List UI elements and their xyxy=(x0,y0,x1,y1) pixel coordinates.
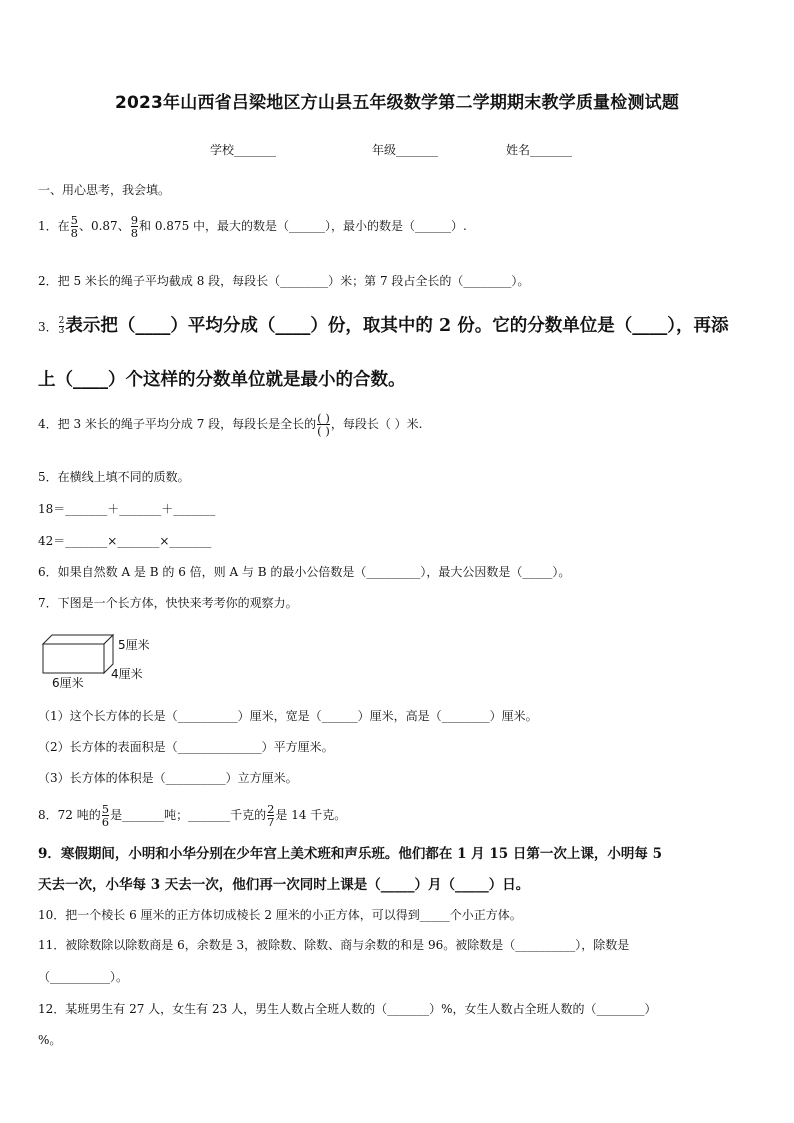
fraction-5-8: $\frac{5}{8}$ xyxy=(70,213,78,241)
question-7-part-1: （1）这个长方体的长是（__________）厘米，宽是（______）厘米，高是（________）厘米。 xyxy=(38,709,538,723)
grade-field: 年级_______ xyxy=(372,143,439,157)
question-12: 12．某班男生有 27 人，女生有 23 人，男生人数占全班人数的（_______）%，女生人数占全班人数的（________） xyxy=(38,1002,657,1016)
school-field: 学校_______ xyxy=(210,143,277,157)
question-4: 4．把 3 米长的绳子平均分成 7 段，每段长是全长的 $\frac{( )}{( )}$ ，每段长（ ）米. xyxy=(38,411,423,439)
cuboid-figure xyxy=(36,628,196,692)
question-9-line-2: 天去一次，小华每 3 天去一次，他们再一次同时上课是（_____）月（_____）日。 xyxy=(38,877,530,893)
question-5-sum: 18＝_______＋_______＋_______ xyxy=(38,502,216,516)
question-3: 3． $\frac{2}{3}$ 表示把（____）平均分成（____）份，取其中的 2 份。它的分数单位是（____），再添 xyxy=(38,315,729,336)
question-1: 1．在 $\frac{5}{8}$ 、0.87、 $\frac{9}{8}$ 和 0.875 中，最大的数是（______），最小的数是（______）. xyxy=(38,213,467,241)
question-2: 2．把 5 米长的绳子平均截成 8 段，每段长（________）米；第 7 段占全长的（________）。 xyxy=(38,274,530,288)
length-label: 6厘米 xyxy=(52,676,84,690)
page-title: 2023年山西省吕梁地区方山县五年级数学第二学期期末教学质量检测试题 xyxy=(114,93,680,113)
fraction-9-8: $\frac{9}{8}$ xyxy=(130,213,139,241)
height-label: 5厘米 xyxy=(118,638,150,652)
question-9: 9．寒假期间，小明和小华分别在少年宫上美术班和声乐班。他们都在 1 月 15 日第一次上课，小明每 5 xyxy=(38,846,662,862)
question-11-line-2: （__________）。 xyxy=(38,970,129,984)
fraction-5-6: $\frac{5}{6}$ xyxy=(101,802,110,830)
question-8: 8．72 吨的 $\frac{5}{6}$ 是_______吨；_______千克的 $\frac{2}{7}$ 是 14 千克。 xyxy=(38,802,347,830)
fraction-2-3: $\frac{2}{3}$ xyxy=(58,315,65,336)
question-5: 5．在横线上填不同的质数。 xyxy=(38,470,190,484)
question-5-product: 42＝_______×_______×_______ xyxy=(38,534,212,548)
fraction-2-7: $\frac{2}{7}$ xyxy=(267,802,275,830)
question-3-line-2: 上（____）个这样的分数单位就是最小的合数。 xyxy=(38,370,406,390)
question-7: 7．下图是一个长方体，快快来考考你的观察力。 xyxy=(38,596,298,610)
question-7-part-3: （3）长方体的体积是（__________）立方厘米。 xyxy=(38,771,298,785)
width-label: 4厘米 xyxy=(111,667,143,681)
question-10: 10．把一个棱长 6 厘米的正方体切成棱长 2 厘米的小正方体，可以得到_____个小正方体。 xyxy=(38,908,522,922)
question-6: 6．如果自然数 A 是 B 的 6 倍，则 A 与 B 的最小公倍数是（_________），最大公因数是（_____）。 xyxy=(38,565,571,579)
question-7-part-2: （2）长方体的表面积是（______________）平方厘米。 xyxy=(38,740,334,754)
name-field: 姓名_______ xyxy=(506,143,573,157)
section-heading: 一、用心思考，我会填。 xyxy=(38,183,171,197)
blank-fraction: $\frac{( )}{( )}$ xyxy=(317,411,330,439)
question-11: 11．被除数除以除数商是 6，余数是 3，被除数、除数、商与余数的和是 96。被除数是（__________），除数是 xyxy=(38,938,630,952)
question-12-line-2: %。 xyxy=(38,1033,62,1047)
